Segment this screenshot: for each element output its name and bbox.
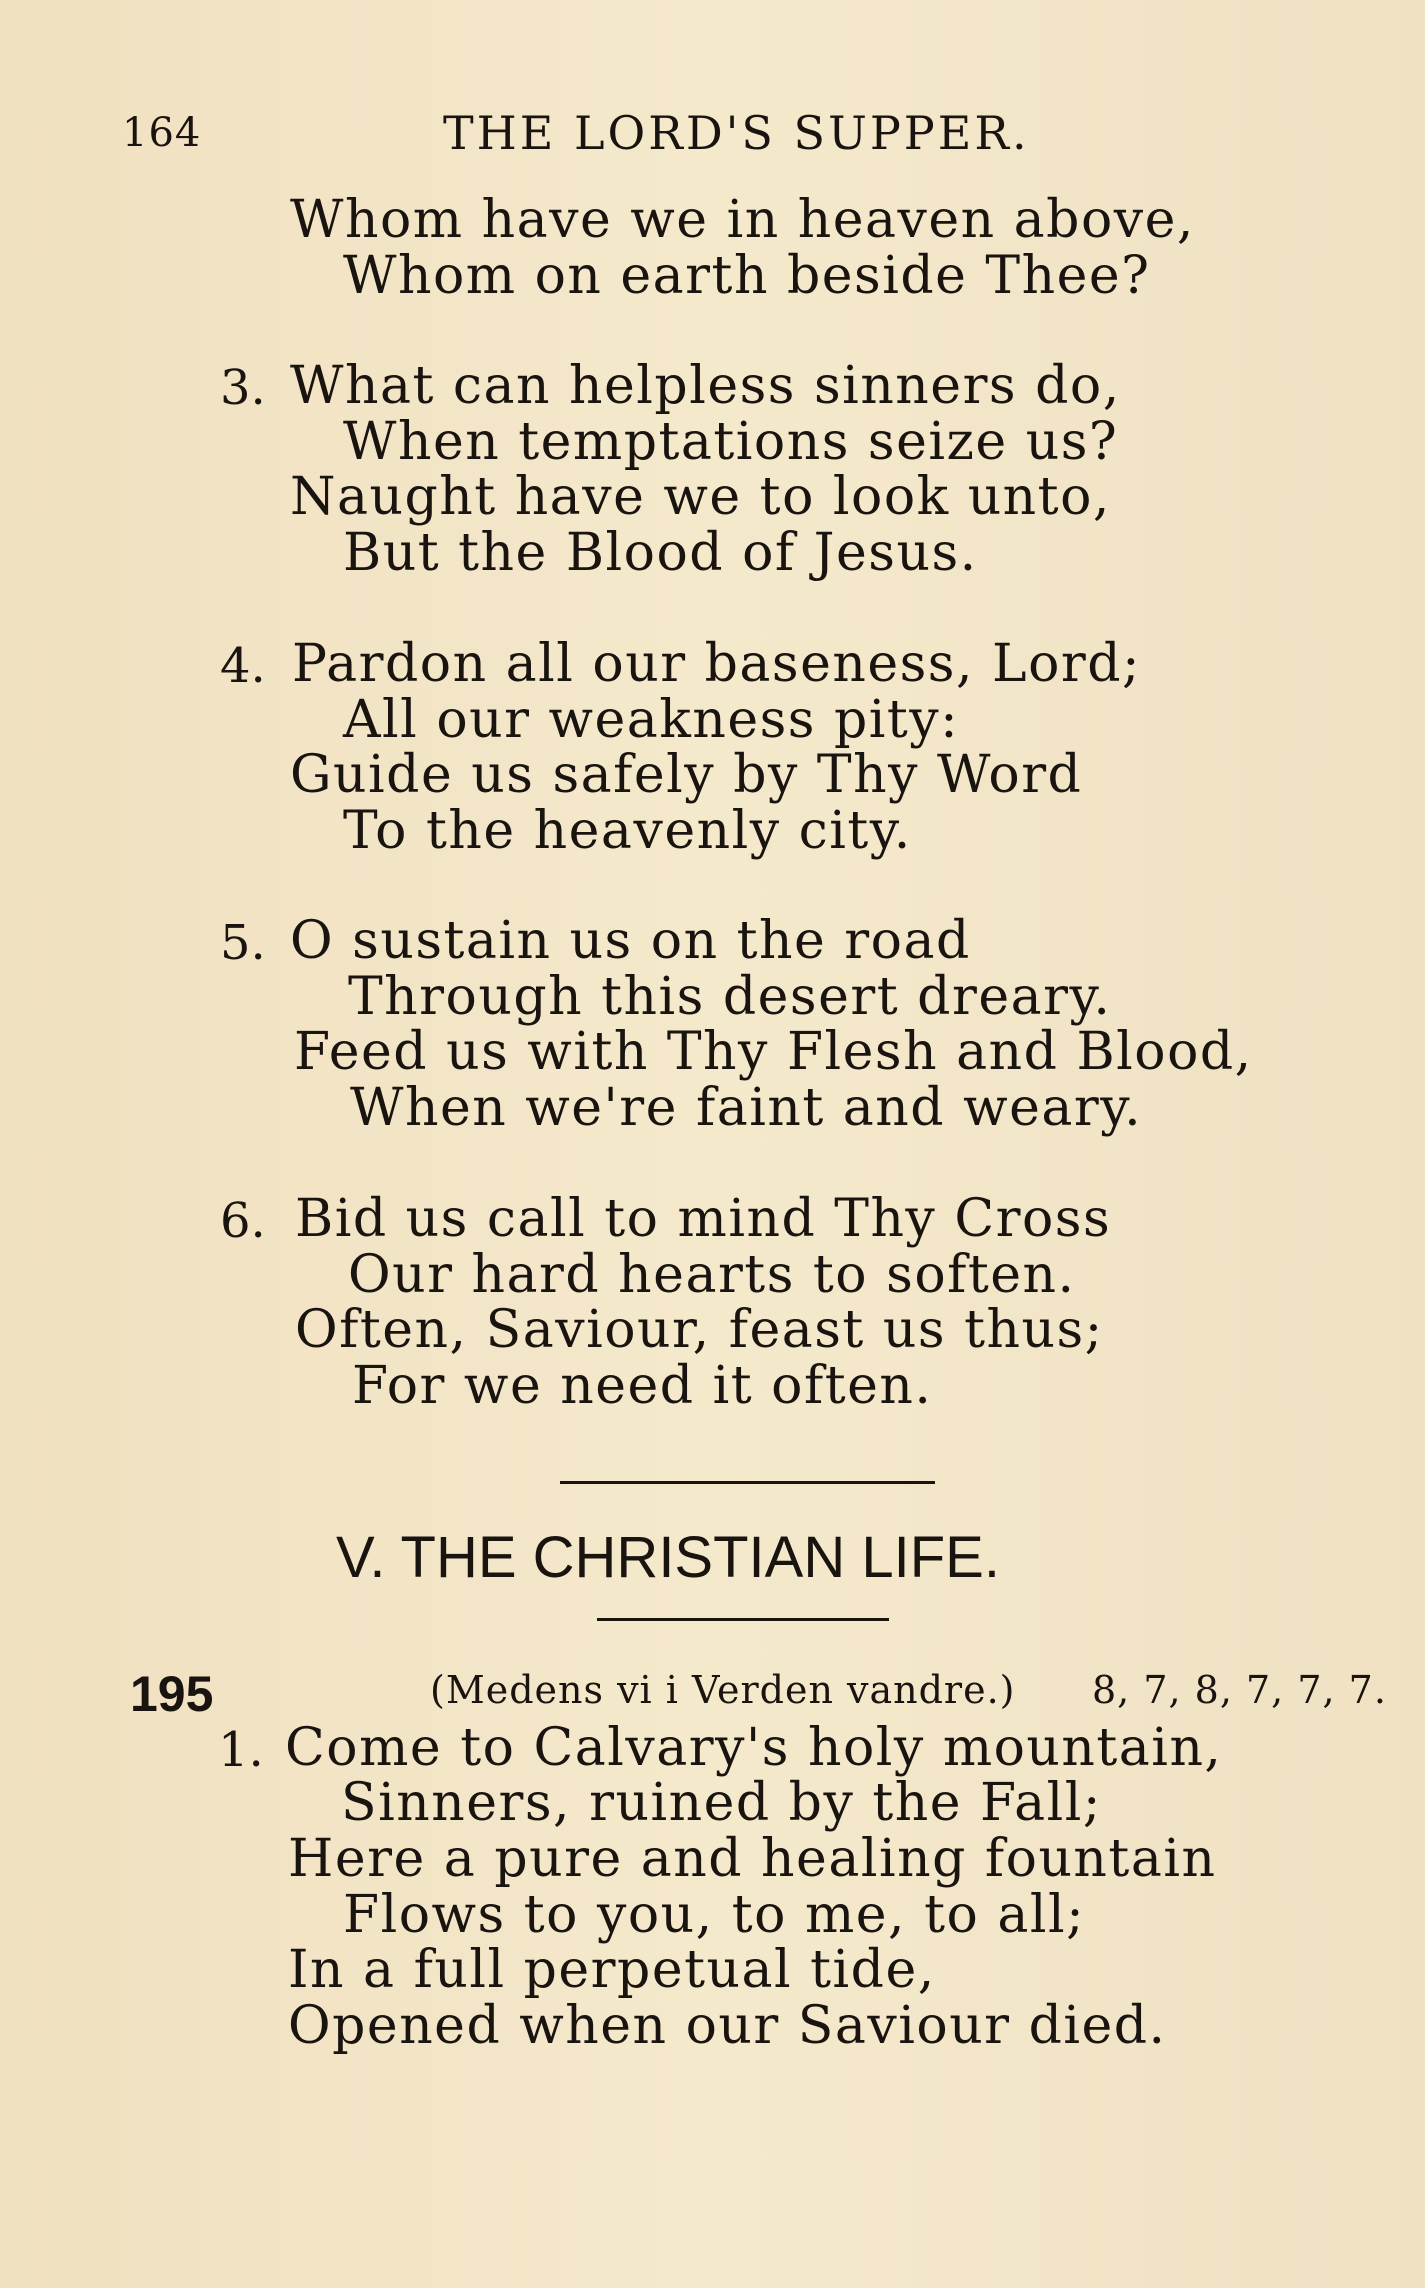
verse-line: Pardon all our baseness, Lord; (292, 634, 1142, 694)
verse-line: Guide us safely by Thy Word (290, 745, 1083, 805)
verse-line: Often, Saviour, feast us thus; (295, 1300, 1104, 1360)
page-number: 164 (122, 110, 202, 156)
verse-line: Feed us with Thy Flesh and Blood, (294, 1022, 1253, 1082)
verse-line: Bid us call to mind Thy Cross (295, 1189, 1112, 1249)
verse-line: Naught have we to look unto, (290, 467, 1111, 527)
verse-line: When temptations seize us? (343, 412, 1119, 472)
section-divider (597, 1618, 889, 1621)
verse-line: Through this desert dreary. (348, 967, 1112, 1027)
section-divider (560, 1481, 935, 1484)
verse-number: 1. (218, 1722, 264, 1778)
hymn-number: 195 (130, 1666, 214, 1722)
verse-line: Our hard hearts to soften. (348, 1245, 1076, 1305)
verse-line: All our weakness pity: (343, 690, 960, 750)
verse-line: But the Blood of Jesus. (343, 523, 978, 583)
verse-line: To the heavenly city. (343, 801, 912, 861)
verse-line: Sinners, ruined by the Fall; (341, 1773, 1102, 1833)
verse-line: In a full perpetual tide, (288, 1940, 936, 2000)
verse-line: Whom have we in heaven above, (290, 190, 1195, 250)
verse-number: 5. (220, 915, 266, 971)
running-title: THE LORD'S SUPPER. (443, 106, 1030, 160)
verse-number: 3. (220, 360, 266, 416)
verse-number: 4. (220, 638, 266, 694)
tune-name: (Medens vi i Verden vandre.) (430, 1668, 1016, 1712)
verse-line: O sustain us on the road (290, 911, 971, 971)
verse-number: 6. (220, 1193, 266, 1249)
section-title: V. THE CHRISTIAN LIFE. (336, 1525, 1000, 1590)
verse-line: What can helpless sinners do, (290, 356, 1121, 416)
verse-line: Flows to you, to me, to all; (343, 1885, 1086, 1945)
verse-line: For we need it often. (352, 1356, 933, 1416)
verse-line: Here a pure and healing fountain (288, 1829, 1217, 1889)
verse-line: When we're faint and weary. (350, 1078, 1143, 1138)
meter: 8, 7, 8, 7, 7, 7. (1092, 1668, 1387, 1712)
verse-line: Whom on earth beside Thee? (343, 246, 1151, 306)
verse-line: Opened when our Saviour died. (288, 1996, 1167, 2056)
verse-line: Come to Calvary's holy mountain, (285, 1718, 1223, 1778)
